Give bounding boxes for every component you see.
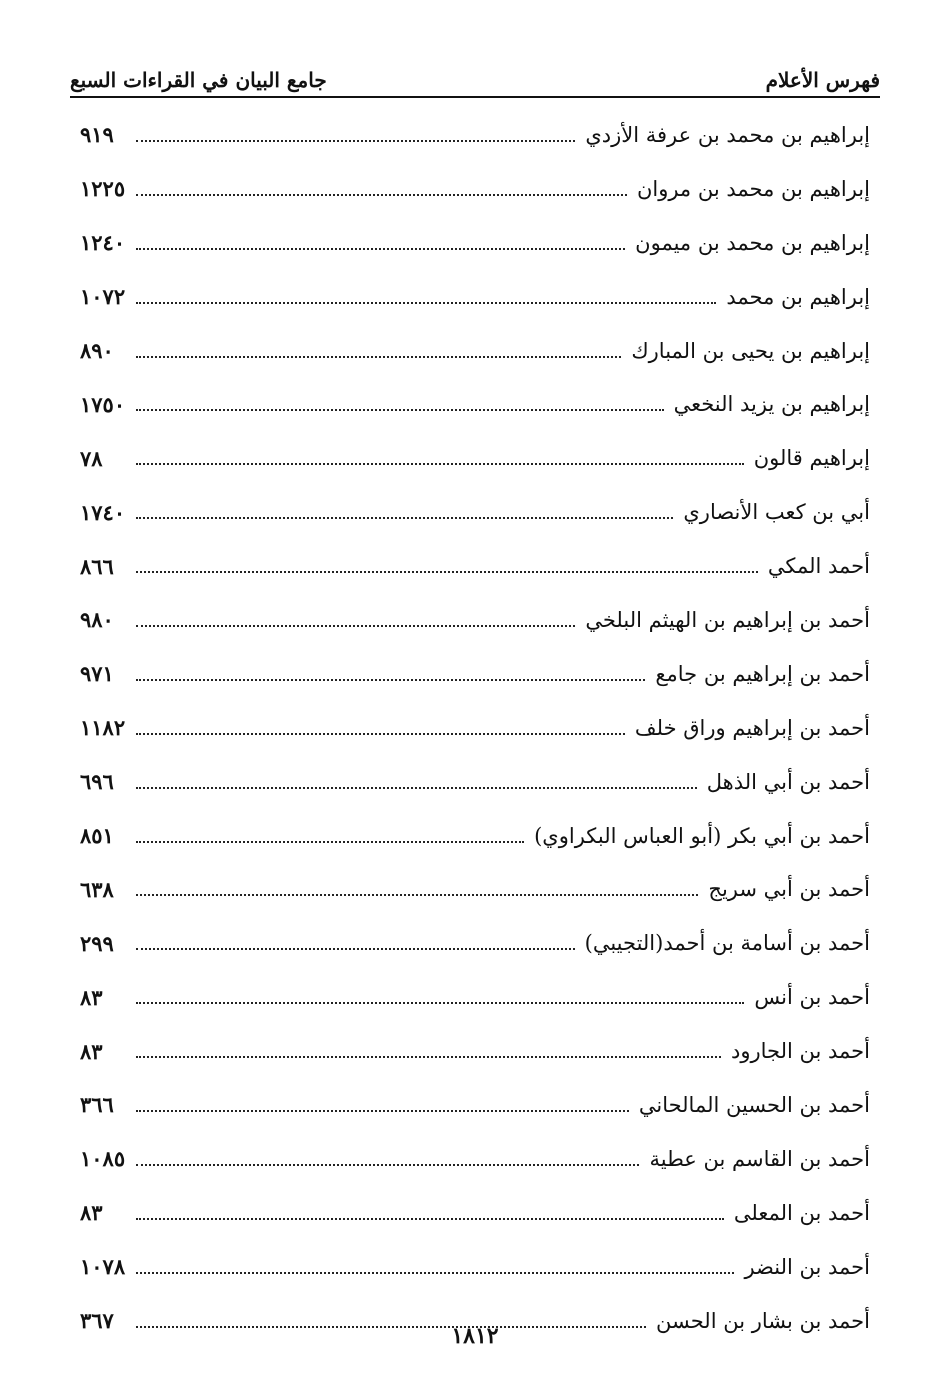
entry-page-number: ٣٦٧ [80, 1308, 114, 1334]
entry-page-number: ١٠٨٥ [80, 1146, 126, 1172]
entry-name: أحمد المكي [767, 554, 870, 579]
index-entry [80, 1186, 870, 1240]
index-entry [80, 324, 870, 378]
entry-page-number: ٦٩٦ [80, 769, 114, 795]
section-title: فهرس الأعلام [765, 68, 880, 92]
dot-leader [136, 194, 627, 196]
index-entry [80, 809, 870, 863]
index-entry [80, 377, 870, 431]
entry-name: إبراهيم بن محمد بن ميمون [635, 230, 870, 255]
entry-name: إبراهيم بن محمد [726, 284, 870, 309]
dot-leader [136, 1056, 721, 1058]
dot-leader [136, 625, 575, 627]
entry-name: إبراهيم قالون [753, 446, 870, 471]
index-entry [80, 593, 870, 647]
entry-name: إبراهيم بن محمد بن مروان [636, 176, 870, 201]
entry-page-number: ٧٨ [80, 445, 103, 471]
dot-leader [136, 356, 621, 358]
index-entry [80, 862, 870, 916]
entry-name: أحمد بن القاسم بن عطية [649, 1146, 870, 1171]
entry-page-number: ٣٦٦ [80, 1092, 114, 1118]
entry-page-number: ٨٣ [80, 984, 103, 1010]
entry-name: أحمد بن النضر [744, 1254, 870, 1279]
dot-leader [136, 894, 698, 896]
index-entry [80, 755, 870, 809]
entry-name: أبي بن كعب الأنصاري [683, 500, 870, 525]
page-number: ١٨١٢ [451, 1323, 499, 1349]
dot-leader [136, 517, 673, 519]
dot-leader [136, 1218, 724, 1220]
entry-name: أحمد بن الجارود [731, 1039, 870, 1064]
index-entry [80, 970, 870, 1024]
dot-leader [136, 948, 575, 950]
entry-page-number: ١٧٤٠ [80, 499, 126, 525]
entry-name: أحمد بن أبي بكر (أبو العباس البكراوي) [534, 823, 870, 848]
entry-page-number: ١٢٢٥ [80, 176, 126, 202]
entry-name: أحمد بن أبي سريج [708, 877, 870, 902]
index-entry [80, 1240, 870, 1294]
entry-page-number: ٩٨٠ [80, 607, 114, 633]
dot-leader [136, 733, 625, 735]
dot-leader [136, 140, 575, 142]
entry-page-number: ٨٣ [80, 1200, 103, 1226]
dot-leader [136, 571, 758, 573]
entry-name: أحمد بن إبراهيم بن جامع [655, 661, 870, 686]
dot-leader [136, 463, 744, 465]
index-entry [80, 216, 870, 270]
index-entry [80, 539, 870, 593]
entry-page-number: ٨٦٦ [80, 553, 114, 579]
index-entry [80, 1132, 870, 1186]
entry-name: أحمد بن أسامة بن أحمد(التجيبي) [584, 931, 870, 956]
dot-leader [136, 1110, 629, 1112]
entry-page-number: ٦٣٨ [80, 876, 114, 902]
index-entry [80, 162, 870, 216]
entry-page-number: ٨٩٠ [80, 338, 114, 363]
index-list [80, 108, 870, 1347]
index-entry [80, 701, 870, 755]
entry-page-number: ١١٨٢ [80, 715, 126, 741]
entry-name: أحمد بن الحسين المالحاني [638, 1092, 870, 1117]
entry-page-number: ٩٧١ [80, 661, 114, 687]
dot-leader [136, 248, 625, 250]
index-entry [80, 647, 870, 701]
dot-leader [136, 679, 645, 681]
entry-page-number: ٨٥١ [80, 823, 114, 849]
index-entry [80, 1078, 870, 1132]
index-entry [80, 1024, 870, 1078]
index-entry [80, 431, 870, 485]
entry-page-number: ١٢٤٠ [80, 230, 126, 256]
index-entry [80, 108, 870, 162]
entry-name: إبراهيم بن محمد بن عرفة الأزدي [585, 122, 870, 147]
dot-leader [136, 302, 716, 304]
index-entry [80, 270, 870, 324]
entry-name: أحمد بن أنس [754, 985, 870, 1010]
index-entry [80, 916, 870, 970]
dot-leader [136, 1002, 744, 1004]
dot-leader [136, 787, 697, 789]
entry-name: أحمد بن المعلى [733, 1200, 870, 1225]
entry-page-number: ١٠٧٢ [80, 284, 126, 310]
entry-page-number: ٩١٩ [80, 122, 114, 148]
entry-name: إبراهيم بن يزيد النخعي [673, 392, 870, 417]
entry-name: أحمد بن إبراهيم بن الهيثم البلخي [585, 607, 870, 632]
dot-leader [136, 1272, 734, 1274]
entry-name: أحمد بن بشار بن الحسن [656, 1308, 870, 1333]
running-header [70, 54, 880, 98]
entry-page-number: ٢٩٩ [80, 930, 114, 956]
entry-name: أحمد بن أبي الذهل [706, 769, 870, 794]
entry-name: إبراهيم بن يحيى بن المبارك [631, 338, 870, 363]
book-title: جامع البيان في القراءات السبع [70, 68, 327, 92]
dot-leader [136, 1164, 639, 1166]
dot-leader [136, 409, 664, 411]
dot-leader [136, 841, 524, 843]
entry-page-number: ٨٣ [80, 1038, 103, 1064]
entry-page-number: ١٠٧٨ [80, 1254, 126, 1280]
index-entry [80, 485, 870, 539]
entry-name: أحمد بن إبراهيم وراق خلف [634, 715, 870, 740]
entry-page-number: ١٧٥٠ [80, 391, 126, 417]
